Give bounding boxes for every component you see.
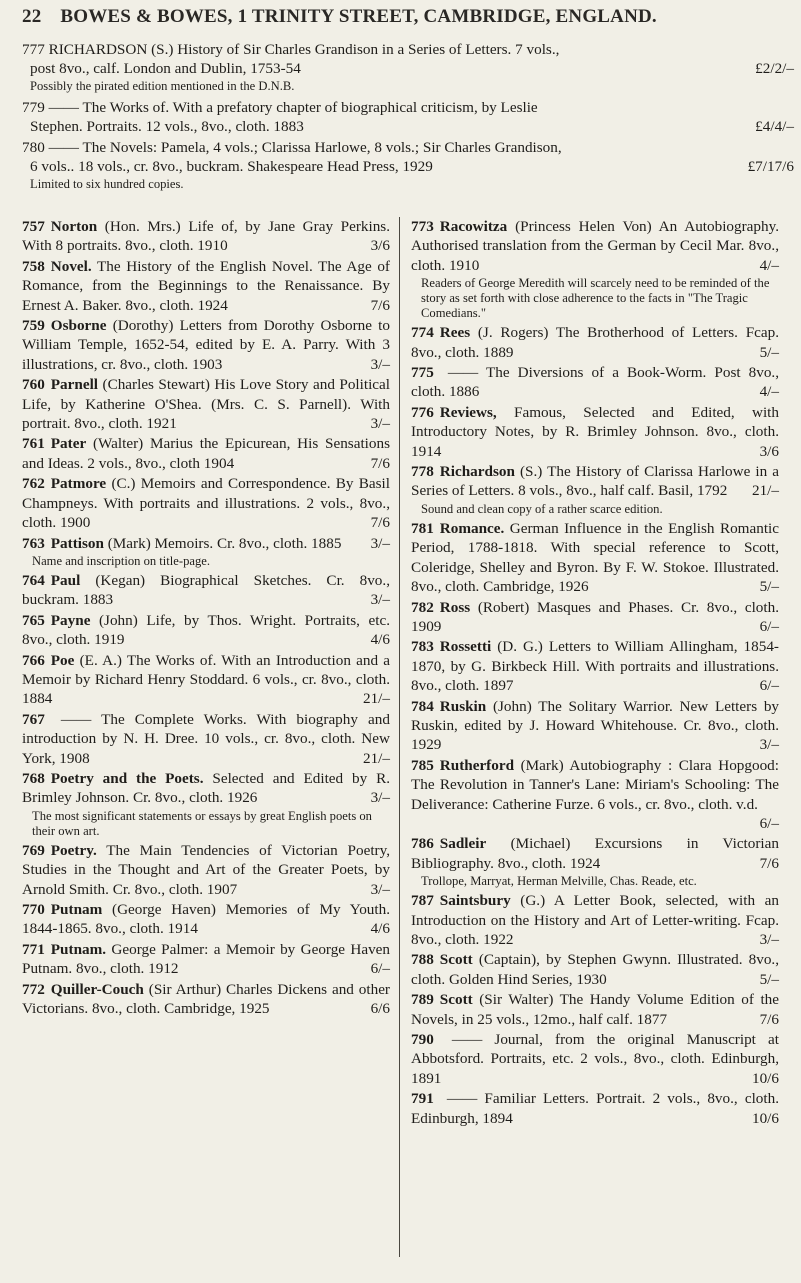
entry-body <box>411 323 779 362</box>
entry-price: 6/– <box>759 677 779 695</box>
entry-description: (C.) Memoirs and Correspondence. By Basil Champneys. With portraits and illustrations. 2 vols., 8vo., cloth. 1900 <box>22 475 390 532</box>
entry-price: 6/– <box>759 814 779 832</box>
entry-description: (D. G.) Letters to William Allingham, 1854-1870, by G. Birkbeck Hill. With portraits and illustrations. 8vo., cloth. 1897 <box>411 638 779 695</box>
entry-price: 3/– <box>370 415 390 433</box>
entry-price: 3/– <box>370 355 390 373</box>
catalogue-entry <box>411 519 779 597</box>
entry-body <box>411 950 779 989</box>
entry-heading: Novel. <box>50 257 92 275</box>
entry-price: 5/– <box>759 578 779 596</box>
entry-number: 767 <box>22 710 45 728</box>
entry-description: (Princess Helen Von) An Autobiography. Authorised translation from the German by Cecil Mar. 8vo., cloth. 1910 <box>411 218 780 274</box>
entry-text: 779 —— The Works of. With a prefatory chapter of biographical criticism, by Leslie <box>22 99 538 116</box>
entry-description: (Dorothy) Letters from Dorothy Osborne to William Temple, 1652-54, edited by E. A. Parry. With 3 illustrations, cr. 8vo., cloth. 1903 <box>22 317 390 373</box>
entry-line <box>22 157 794 176</box>
entry-body <box>411 697 779 755</box>
entry-description: (Mark) Autobiography : Clara Hopgood: The Revolution in Tanner's Lane: Miriam's Schooling: The Deliverance: Catherine Furze. 6 vols., cr. 8vo., cloth. v.d. <box>411 756 779 813</box>
entry-number: 770 <box>22 901 45 918</box>
entry-body <box>411 519 779 597</box>
catalogue-entry <box>22 217 390 256</box>
catalogue-entry <box>22 980 390 1019</box>
catalogue-entry <box>22 710 390 768</box>
entry-description: (Michael) Excursions in Victorian Bibliography. 8vo., cloth. 1924 <box>411 835 779 872</box>
entry-description: (G.) A Letter Book, selected, with an Introduction on the History and Art of Letter-writing. Fcap. 8vo., cloth. 1922 <box>411 892 779 948</box>
entry-note: Trollope, Marryat, Herman Melville, Chas. Reade, etc. <box>421 874 697 889</box>
entry-description: (Sir Walter) The Handy Volume Edition of the Novels, in 25 vols., 12mo., half calf. 1877 <box>411 991 780 1028</box>
entry-note: Readers of George Meredith will scarcely need to be reminded of the story as set forth with close adherence to the facts in "The Tragic Comedians." <box>421 276 770 321</box>
entry-body <box>411 403 779 461</box>
entry-body <box>22 217 390 256</box>
entry-text: Stephen. Portraits. 12 vols., 8vo., cloth. 1883 <box>30 118 304 135</box>
entry-text: post 8vo., calf. London and Dublin, 1753-54 <box>30 60 301 77</box>
entry-number: 785 <box>411 756 434 774</box>
entry-heading: Putnam <box>50 901 103 918</box>
catalogue-entry <box>411 598 779 637</box>
catalogue-entry <box>22 316 390 374</box>
entry-price: 4/– <box>759 383 779 401</box>
entry-number: 769 <box>22 841 45 859</box>
entry-body <box>411 756 779 834</box>
entry-heading: Ruskin <box>439 697 487 715</box>
entry-description: (E. A.) The Works of. With an Introduction and a Memoir by Richard Henry Stoddard. 6 vols., cr. 8vo., cloth. 1884 <box>22 651 391 708</box>
entry-description: (Hon. Mrs.) Life of, by Jane Gray Perkins. With 8 portraits. 8vo., cloth. 1910 <box>22 218 390 255</box>
page-number: 22 <box>22 6 42 27</box>
entry-price: 3/6 <box>370 237 390 255</box>
entry-description: (S.) The History of Clarissa Harlowe in a Series of Letters. 8 vols., 8vo., half calf. Basil, 1792 <box>411 463 780 500</box>
catalogue-entry <box>22 651 390 709</box>
entry-body <box>411 891 779 949</box>
right-column <box>411 217 779 1129</box>
entry-number: 775 <box>411 364 434 382</box>
entry-body <box>22 534 390 553</box>
entry-heading: Payne <box>50 611 91 629</box>
entry-description: Selected and Edited by R. Brimley Johnson. Cr. 8vo., cloth. 1926 <box>22 769 390 807</box>
entry-heading: Quiller-Couch <box>50 980 144 998</box>
entry-body <box>411 637 779 695</box>
entry-description: The History of the English Novel. The Age of Romance, from the Beginnings to the Renaissance. By Ernest A. Baker. 8vo., cloth. 1924 <box>22 257 390 314</box>
entry-note: Limited to six hundred copies. <box>30 177 184 191</box>
entry-body <box>22 434 390 473</box>
entry-price: 5/– <box>759 343 779 361</box>
entry-body <box>22 651 390 709</box>
entry-body <box>411 598 779 637</box>
entry-body <box>22 841 390 899</box>
entry-body <box>411 834 779 873</box>
entry-description: The Main Tendencies of Victorian Poetry, Studies in the Thought and Art of the Greater Poets, by Arnold Smith. Cr. 8vo., cloth. 1907 <box>22 841 391 898</box>
entry-description: —— Journal, from the original Manuscript at Abbotsford. Portraits, etc. 2 vols., 8vo., cloth. Edinburgh, 1891 <box>411 1031 779 1087</box>
entry-body <box>411 1030 779 1088</box>
entry-number: 765 <box>22 611 45 629</box>
entry-number: 787 <box>411 892 434 910</box>
catalogue-entry <box>22 571 390 610</box>
entry-price: 7/6 <box>759 1010 779 1028</box>
entry-body <box>22 900 390 939</box>
catalogue-entry <box>411 756 779 834</box>
entry-body <box>411 363 779 402</box>
catalogue-entry <box>411 462 779 517</box>
entry-heading: Rees <box>439 324 471 342</box>
entry-price: 7/6 <box>759 854 779 872</box>
entry-text: 777 RICHARDSON (S.) History of Sir Charles Grandison in a Series of Letters. 7 vols., <box>22 41 560 58</box>
entry-number: 788 <box>411 951 434 969</box>
entry-price: 4/– <box>759 256 779 274</box>
entry-body <box>411 462 779 501</box>
entry-number: 757 <box>22 218 45 235</box>
entry-description: (Mark) Memoirs. Cr. 8vo., cloth. 1885 <box>107 534 342 552</box>
entry-body <box>22 980 390 1019</box>
entry-heading: Putnam. <box>50 940 107 958</box>
catalogue-entry <box>411 637 779 695</box>
catalogue-entry <box>411 990 779 1029</box>
entry-body <box>22 316 390 374</box>
catalogue-entry <box>411 950 779 989</box>
entry-body <box>22 571 390 610</box>
entry-price: 7/6 <box>370 296 390 314</box>
entry-price: 3/– <box>759 931 779 948</box>
entry-number: 784 <box>411 697 434 715</box>
entry-heading: Pattison <box>50 534 104 552</box>
entry-number: 791 <box>411 1090 434 1108</box>
entry-line <box>22 98 794 117</box>
entry-number: 766 <box>22 651 45 669</box>
entry-description: (J. Rogers) The Brotherhood of Letters. Fcap. 8vo., cloth. 1889 <box>411 324 780 361</box>
entry-description: (Walter) Marius the Epicurean, His Sensations and Ideas. 2 vols., 8vo., cloth 1904 <box>22 435 390 472</box>
entry-description: (John) The Solitary Warrior. New Letters by Ruskin, edited by J. Howard Whitehouse. Cr. 8vo., cloth. 1929 <box>411 697 780 754</box>
entry-price: £2/2/– <box>755 60 794 77</box>
entry-heading: Racowitza <box>439 218 508 235</box>
entry-body <box>22 769 390 808</box>
entry-price: 21/– <box>751 482 779 500</box>
entry-price: 6/– <box>370 960 390 978</box>
entry-heading: Paul <box>50 571 81 589</box>
entry-number: 786 <box>411 835 434 853</box>
entry-description: —— Familiar Letters. Portrait. 2 vols., 8vo., cloth. Edinburgh, 1894 <box>411 1090 780 1127</box>
catalogue-entry <box>22 940 390 979</box>
page-header <box>22 6 797 28</box>
entry-heading: Patmore <box>50 475 107 493</box>
entry-number: 773 <box>411 218 434 235</box>
entry-heading: Reviews, <box>439 403 497 421</box>
catalogue-entry <box>411 891 779 949</box>
entry-price: 6/– <box>759 617 779 635</box>
entry-price: 3/– <box>759 736 779 754</box>
entry-price: £4/4/– <box>755 118 794 135</box>
full-width-entry <box>22 98 794 136</box>
entry-heading: Scott <box>439 951 473 969</box>
entry-description: (John) Life, by Thos. Wright. Portraits, etc. 8vo., cloth. 1919 <box>22 611 390 649</box>
catalogue-entry <box>22 841 390 899</box>
entry-number: 772 <box>22 980 45 998</box>
catalogue-entry <box>22 375 390 433</box>
entry-body <box>22 611 390 650</box>
entry-line <box>22 40 794 59</box>
entry-heading: Rossetti <box>439 638 492 656</box>
entry-heading: Poetry. <box>50 841 97 859</box>
entry-note: Sound and clean copy of a rather scarce edition. <box>421 501 663 516</box>
entry-number: 771 <box>22 940 45 958</box>
entry-price: 4/6 <box>370 631 390 649</box>
full-width-entry <box>22 40 794 94</box>
catalogue-entry <box>411 217 779 321</box>
entry-number: 762 <box>22 475 45 493</box>
entry-price: 6/6 <box>370 1000 390 1018</box>
entry-description: (George Haven) Memories of My Youth. 1844-1865. 8vo., cloth. 1914 <box>22 901 391 938</box>
catalogue-entry <box>411 834 779 889</box>
entry-heading: Ross <box>439 598 471 616</box>
entry-number: 760 <box>22 376 45 394</box>
entry-text: 6 vols.. 18 vols., cr. 8vo., buckram. Shakespeare Head Press, 1929 <box>30 158 433 175</box>
entry-description: (Robert) Masques and Phases. Cr. 8vo., cloth. 1909 <box>411 598 780 635</box>
entry-price: 4/6 <box>370 920 390 938</box>
entry-number: 758 <box>22 257 45 275</box>
entry-heading: Osborne <box>50 317 107 335</box>
entry-description: —— The Diversions of a Book-Worm. Post 8vo., cloth. 1886 <box>411 364 780 401</box>
catalogue-entry <box>411 1089 779 1128</box>
entry-body <box>22 940 390 979</box>
entry-heading: Poetry and the Poets. <box>50 769 204 787</box>
entry-price: 10/6 <box>751 1069 779 1087</box>
left-column <box>22 217 390 1019</box>
entry-description: —— The Complete Works. With biography and introduction by N. H. Dree. 10 vols., cr. 8vo., cloth. New York, 1908 <box>22 710 390 767</box>
entry-price: 3/6 <box>759 442 779 460</box>
entry-number: 783 <box>411 638 434 656</box>
entry-price: 3/– <box>370 591 390 609</box>
entry-body <box>22 710 390 768</box>
catalogue-entry <box>22 257 390 315</box>
entry-number: 776 <box>411 403 434 421</box>
entry-number: 789 <box>411 991 434 1009</box>
entry-line <box>22 138 794 157</box>
entry-number: 759 <box>22 317 45 335</box>
entry-price: 3/– <box>370 534 390 552</box>
catalogue-entry <box>411 323 779 362</box>
entry-heading: Richardson <box>439 463 515 481</box>
entry-heading: Parnell <box>50 376 99 394</box>
entry-description: (Sir Arthur) Charles Dickens and other Victorians. 8vo., cloth. Cambridge, 1925 <box>22 980 390 1018</box>
entry-price: 7/6 <box>370 514 390 532</box>
entry-body <box>22 375 390 433</box>
entry-price: 3/– <box>370 880 390 898</box>
entry-heading: Poe <box>50 651 75 669</box>
catalogue-entry <box>22 769 390 839</box>
entry-note: Possibly the pirated edition mentioned in the D.N.B. <box>30 79 295 93</box>
entry-heading: Saintsbury <box>439 892 511 910</box>
entry-description: German Influence in the English Romantic Period, 1788-1818. With special reference to Scott, Coleridge, Shelley and Byron. By F. W. Stokoe. Illustrated. 8vo., cloth. Cambridge, 1926 <box>411 519 779 596</box>
entry-text: 780 —— The Novels: Pamela, 4 vols.; Clarissa Harlowe, 8 vols.; Sir Charles Grandison, <box>22 139 562 156</box>
entry-price: 7/6 <box>370 454 390 472</box>
entry-price: 10/6 <box>751 1109 779 1127</box>
full-width-entry <box>22 138 794 192</box>
entry-note: Name and inscription on title-page. <box>32 553 211 568</box>
entry-body <box>22 257 390 315</box>
catalogue-entry <box>411 403 779 461</box>
entry-heading: Pater <box>50 435 87 453</box>
entry-body <box>22 474 390 532</box>
entry-heading: Sadleir <box>439 835 487 853</box>
entry-description: (Captain), by Stephen Gwynn. Illustrated. 8vo., cloth. Golden Hind Series, 1930 <box>411 951 780 988</box>
entry-body <box>411 1089 779 1128</box>
entry-heading: Romance. <box>439 519 505 537</box>
entry-body <box>411 990 779 1029</box>
entry-number: 778 <box>411 463 434 481</box>
catalogue-entry <box>22 534 390 569</box>
entry-price: £7/17/6 <box>747 158 794 175</box>
catalogue-entry <box>22 611 390 650</box>
catalogue-entry <box>22 900 390 939</box>
entry-price: 3/– <box>370 789 390 807</box>
entry-number: 761 <box>22 435 45 453</box>
entry-number: 768 <box>22 769 45 787</box>
catalogue-entry <box>22 474 390 532</box>
catalogue-entry <box>411 363 779 402</box>
entry-number: 763 <box>22 534 45 552</box>
entry-body <box>411 217 779 275</box>
entry-number: 782 <box>411 598 434 616</box>
catalogue-entry <box>411 697 779 755</box>
catalogue-entry <box>22 434 390 473</box>
entry-number: 781 <box>411 519 434 537</box>
entry-number: 774 <box>411 324 434 342</box>
entry-heading: Norton <box>50 218 98 235</box>
entry-price: 21/– <box>362 749 390 767</box>
entry-price: 5/– <box>759 970 779 988</box>
entry-description: (Charles Stewart) His Love Story and Political Life, by Katherine O'Shea. (Mrs. C. S. Parnell). With portrait. 8vo., cloth. 1921 <box>22 376 391 433</box>
entry-description: Famous, Selected and Edited, with Introductory Notes, by R. Brimley Johnson. 8vo., cloth. 1914 <box>411 403 779 460</box>
entry-heading: Rutherford <box>439 756 515 774</box>
entry-line <box>22 117 794 136</box>
entry-price: 21/– <box>362 690 390 708</box>
entry-description: (Kegan) Biographical Sketches. Cr. 8vo., buckram. 1883 <box>22 571 390 609</box>
page-header-title: BOWES & BOWES, 1 TRINITY STREET, CAMBRIDGE, ENGLAND. <box>60 6 657 27</box>
catalogue-entry <box>411 1030 779 1088</box>
entry-heading: Scott <box>439 991 473 1009</box>
entry-description: George Palmer: a Memoir by George Haven Putnam. 8vo., cloth. 1912 <box>22 940 391 978</box>
entry-line <box>22 59 794 78</box>
column-divider <box>399 217 400 1257</box>
entry-number: 764 <box>22 571 45 589</box>
entry-note: The most significant statements or essays by great English poets on their own art. <box>32 808 372 838</box>
entry-number: 790 <box>411 1031 434 1049</box>
